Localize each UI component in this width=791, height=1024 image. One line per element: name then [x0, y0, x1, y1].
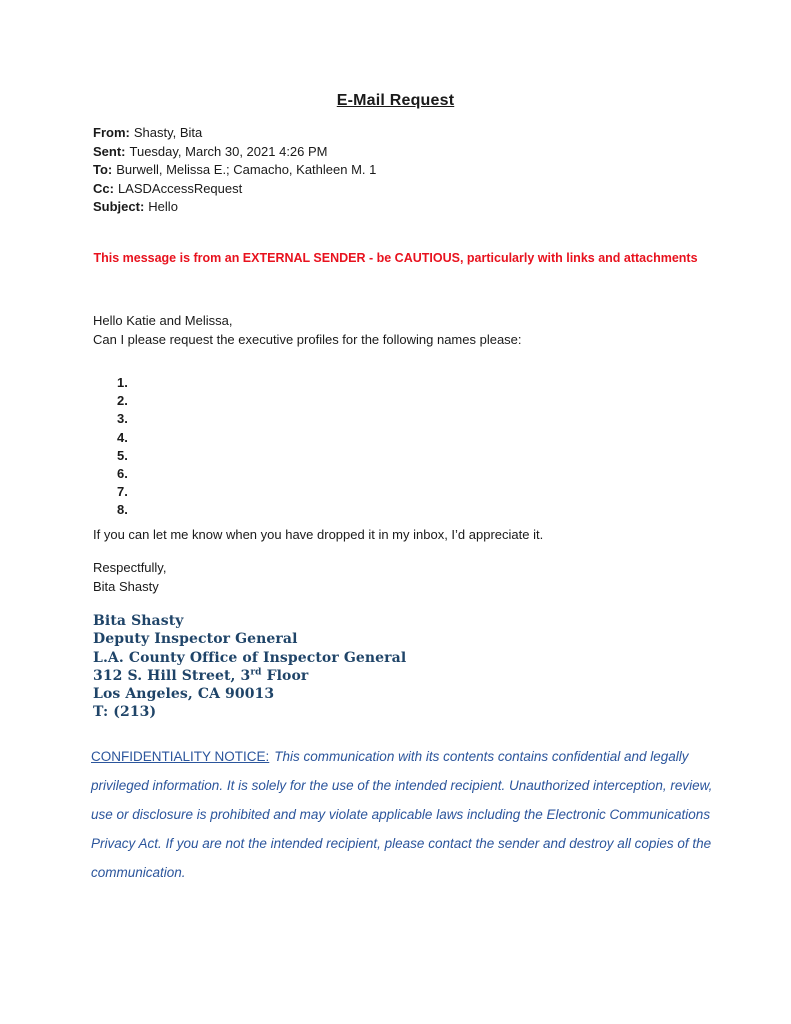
- address-street: 312 S. Hill Street, 3: [93, 667, 251, 684]
- list-item: 4.: [117, 429, 128, 445]
- confidentiality-notice: [91, 742, 731, 887]
- address-floor: Floor: [261, 667, 309, 684]
- list-item: 5.: [117, 447, 128, 463]
- notice-line: privileged information. It is solely for the use of the intended recipient. Unauthorized interception, review,: [91, 778, 713, 793]
- list-item: 6.: [117, 466, 128, 482]
- external-sender-warning: This message is from an EXTERNAL SENDER - be CAUTIOUS, particularly with links and attachments: [93, 251, 698, 265]
- header-field-from: [93, 124, 376, 143]
- greeting-block: [93, 312, 522, 349]
- cc-value: LASDAccessRequest: [117, 180, 243, 196]
- header-field-sent: [93, 143, 376, 162]
- notice-line: use or disclosure is prohibited and may violate applicable laws including the Electronic Communications: [91, 807, 711, 822]
- closing-name: Bita Shasty: [93, 578, 159, 594]
- signature-address: [93, 667, 406, 685]
- to-value: Burwell, Melissa E.; Camacho, Kathleen M. 1: [116, 162, 377, 178]
- request-line: Can I please request the executive profiles for the following names please:: [93, 331, 522, 347]
- page-title: E-Mail Request: [336, 92, 455, 109]
- address-ordinal-suffix: rd: [250, 667, 262, 678]
- closing-salutation: Respectfully,: [93, 560, 167, 575]
- signature-block: [93, 612, 406, 722]
- notice-line: communication.: [91, 865, 186, 880]
- list-item: 1.: [117, 375, 128, 390]
- sent-value: Tuesday, March 30, 2021 4:26 PM: [129, 143, 328, 159]
- list-item: 2.: [117, 393, 128, 409]
- list-item: 3.: [117, 411, 128, 427]
- list-item: 8.: [117, 502, 128, 518]
- header-field-cc: [93, 180, 376, 199]
- signature-title: Deputy Inspector General: [93, 631, 298, 648]
- notice-label: CONFIDENTIALITY NOTICE:: [91, 749, 270, 764]
- signature-org: L.A. County Office of Inspector General: [93, 649, 407, 666]
- header-field-to: [93, 161, 376, 180]
- notice-line: Privacy Act. If you are not the intended recipient, please contact the sender and destroy all copies of the: [91, 836, 712, 851]
- from-value: Shasty, Bita: [133, 125, 203, 140]
- sent-label: Sent:: [93, 143, 126, 159]
- subject-value: Hello: [148, 199, 178, 215]
- followup-paragraph: If you can let me know when you have dropped it in my inbox, I’d appreciate it.: [93, 527, 544, 542]
- closing-block: [93, 559, 166, 596]
- signature-name: Bita Shasty: [93, 613, 184, 629]
- list-item: 7.: [117, 484, 128, 500]
- numbered-name-list: [117, 374, 128, 520]
- notice-text: This communication with its contents contains confidential and legally: [274, 749, 689, 764]
- from-label: From:: [93, 125, 130, 140]
- notice-line: [91, 742, 731, 771]
- cc-label: Cc:: [93, 180, 114, 196]
- greeting-line: Hello Katie and Melissa,: [93, 313, 233, 328]
- email-header-block: [93, 124, 376, 217]
- header-field-subject: [93, 198, 376, 217]
- signature-city: Los Angeles, CA 90013: [93, 686, 275, 703]
- subject-label: Subject:: [93, 199, 145, 215]
- signature-phone: T: (213): [93, 704, 157, 721]
- to-label: To:: [93, 162, 113, 178]
